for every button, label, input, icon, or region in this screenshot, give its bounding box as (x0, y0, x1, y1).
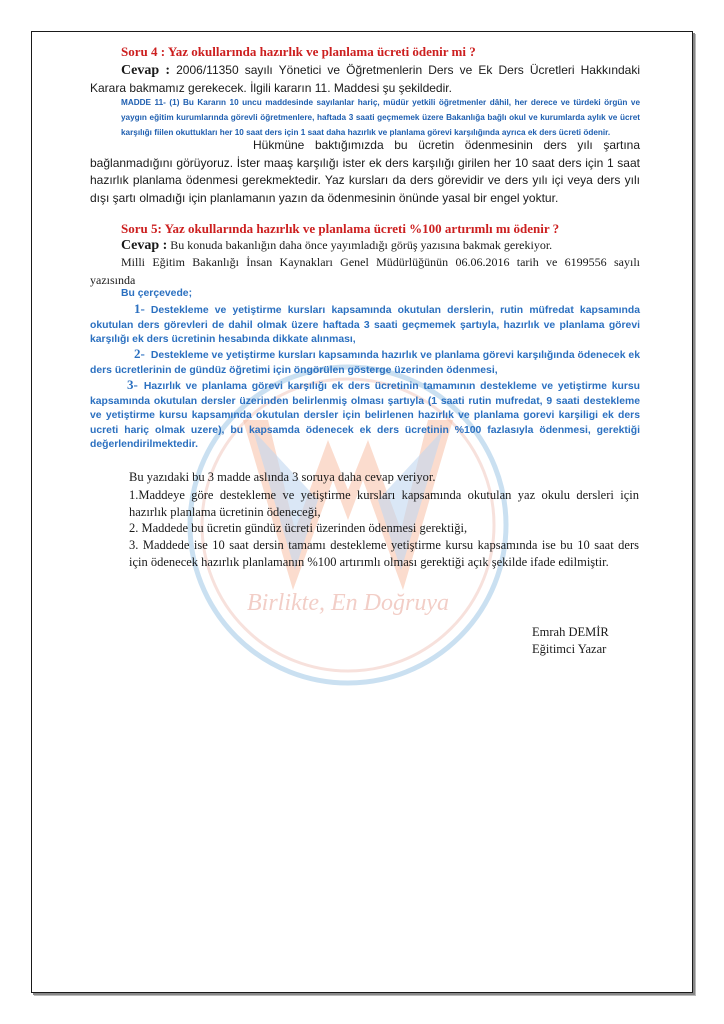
question-5-heading: Soru 5: Yaz okullarında hazırlık ve planlama ücreti %100 artırımlı mı ödenir ? (121, 221, 560, 236)
madde-11-quote (121, 95, 640, 140)
cevap-label-5: Cevap : (121, 238, 168, 253)
author-title: Eğitimci Yazar (532, 642, 607, 656)
item-3 (90, 378, 640, 453)
summary-item-2: 2. Maddede bu ücretin gündüz ücreti üzerinden ödenmesi gerektiği, (129, 521, 468, 535)
item-1-text: Destekleme ve yetiştirme kursları kapsamında okutulan derslerin, rutin müfredat kapsamında okutulan ders görevleri de dahil olmak üzere haftada 3 saati geçmemek şartıyla, hazırlık ve planlama görevi karşılığı ek ders ücretinin hesabında dikkate alınması, (90, 305, 640, 345)
question-4-heading: Soru 4 : Yaz okullarında hazırlık ve planlama ücreti ödenir mi ? (121, 44, 476, 59)
framework-intro: Bu çerçevede; (121, 288, 193, 299)
summary-intro: Bu yazıdaki bu 3 madde aslında 3 soruya daha cevap veriyor. (129, 470, 436, 484)
ministry-reference: Milli Eğitim Bakanlığı İnsan Kaynakları Genel Müdürlüğünün 06.06.2016 tarih ve 6199556 sayılı yazısında (90, 255, 640, 287)
item-2-number: 2- (134, 346, 145, 361)
watermark-slogan: Birlikte, En Doğruya (247, 590, 449, 616)
question-4-comment-text: Hükmüne baktığımızda bu ücretin ödenmesinin ders yılı şartına bağlanmadığını görüyoruz. İster maaş karşılığı ister ek ders karşılığı girilen her 10 saat ders için 1 saat hazırlık planlama ödenmesi gerekmektedir. Yaz kursları da ders görevidir ve ders yılı içi veya ders yılı dışı şartı olmadığı için planlamanın yazın da ödenmesinin önünde yasal bir engel yoktur. (90, 138, 640, 205)
question-4-answer (90, 62, 640, 97)
question-4-answer-text: 2006/11350 sayılı Yönetici ve Öğretmenlerin Ders ve Ek Ders Ücretleri Hakkındaki Karara bakmamız gerekecek. İlgili kararın 11. Maddesi şu şekildedir. (90, 63, 641, 95)
cevap-label: Cevap : (121, 63, 171, 78)
item-1-number: 1- (134, 301, 145, 316)
item-2 (90, 347, 640, 378)
item-3-text: Hazırlık ve planlama görevi karşılığı ek ders ücretinin tamamının destekleme ve yetiştirme kursu kapsamında okutulan dersler üzerinden belirlenmiş olması şartıyla (1 saati rutin mufredat, 9 saati destekleme ve yetiştirme kursu kapsamında okutulan dersler için belirlenen hazırlık ve planlama gorevi karşiligi ek ders ucreti hariç olmak uzere), bu kapsamda ödenecek ek ders ücretinin %100 fazlasıyla ödenmesi, gerektiği değerlendirilmektedir. (90, 381, 640, 450)
question-5-answer (90, 237, 640, 255)
question-4-comment (90, 137, 640, 207)
item-1 (90, 302, 640, 348)
summary-item-3: 3. Maddede ise 10 saat dersin tamamı destekleme yetiştirme kursu kapsamında ise bu 10 saat ders için ödenecek hazırlık planlamanın %100 artırımlı olması gerektiği açık şekilde ifade edilmiştir. (129, 538, 639, 569)
item-2-text: Destekleme ve yetiştirme kursları kapsamında hazırlık ve planlama görevi karşılığında ödenecek ek ders ücretlerinin de gündüz öğretimi için öngörülen gösterge üzerinden ödenmesi, (90, 350, 640, 376)
question-5-answer-text: Bu konuda bakanlığın daha önce yayımladığı görüş yazısına bakmak gerekiyor. (170, 238, 553, 252)
madde-11-text: MADDE 11- (1) Bu Kararın 10 uncu maddesinde sayılanlar hariç, müdür yetkili öğretmenler dâhil, her derece ve türdeki örgün ve yaygın eğitim kurumlarında görevli öğretmenlere, haftada 3 saati geçmemek üzere Bakanlığa bağlı okul ve kurumlarda aylık ve ücret karşılığı fiilen okuttukları her 10 saat ders için 1 saat daha hazırlık ve planlama görevi karşılığında ayrıca ek ders ücreti ödenir. (121, 98, 640, 137)
item-3-number: 3- (127, 377, 138, 392)
summary-item-1: 1.Maddeye göre destekleme ve yetiştirme kursları kapsamında okutulan yaz okulu dersleri için hazırlık planlama ücretinin ödeneceği, (129, 488, 639, 519)
author-name: Emrah DEMİR (532, 625, 609, 639)
